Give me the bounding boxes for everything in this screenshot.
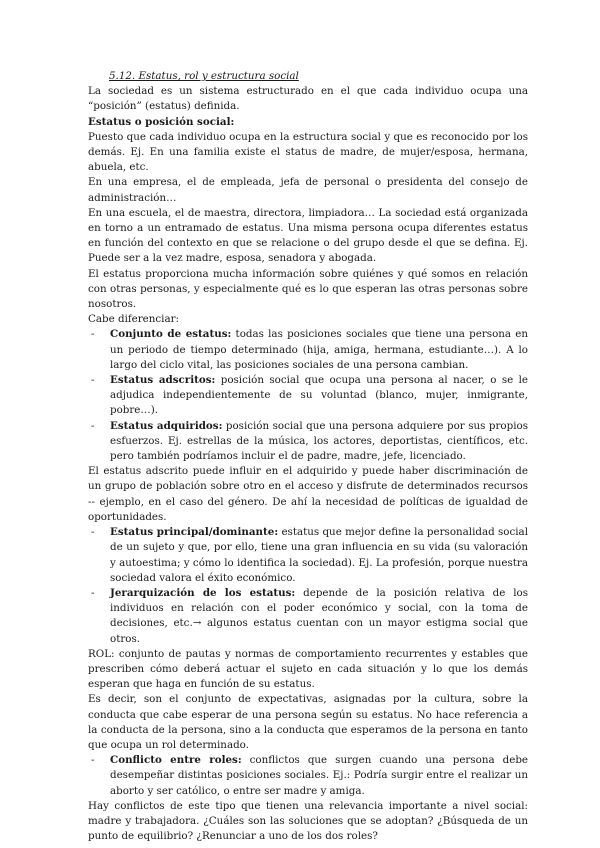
role-conflict-list (88, 753, 528, 799)
bullet-dash: - (91, 754, 95, 767)
bullet-dash: - (91, 419, 95, 432)
list-item (88, 373, 528, 419)
term-label: Conflicto entre roles: (110, 754, 242, 767)
document-body (88, 69, 528, 844)
paragraph-7: ROL: conjunto de pautas y normas de comportamiento recurrentes y estables que prescriben cómo deberá actuar el sujeto en cada situación y lo que los demás esperan que haga en función de su estatus. (88, 647, 528, 691)
intro-paragraph: La sociedad es un sistema estructurado en el que cada individuo ocupa una “posición” (estatus) definida. (88, 85, 528, 113)
term-definition: depende de la posición relativa de los individuos en relación con el poder económico y social, con la toma de decisiones, etc.→ algunos estatus cuentan con un mayor estigma social que otros. (110, 586, 529, 645)
paragraph-1: Puesto que cada individuo ocupa en la estructura social y que es reconocido por los demás. Ej. En una familia existe el status de madre, de mujer/esposa, hermana, abuela, etc. (88, 130, 528, 174)
term-definition: posición social que una persona adquiere por sus propios esfuerzos. Ej. estrellas de la música, los actores, deportistas, científicos, etc. pero también podríamos incluir el de padre, madre, jefe, licenciado. (110, 419, 528, 463)
term-label: Conjunto de estatus: (110, 328, 232, 341)
bullet-dash: - (91, 328, 95, 341)
list-item (88, 327, 528, 373)
term-label: Jerarquización de los estatus: (110, 586, 296, 599)
section-title: 5.12. Estatus, rol y estructura social (109, 70, 299, 82)
paragraph-6: El estatus adscrito puede influir en el adquirido y puede haber discriminación de un grupo de población sobre otro en el acceso y disfrute de determinados recursos -- ejemplo, en el caso del género. De ahí la necesidad de políticas de igualdad de oportunidades. (88, 465, 528, 523)
paragraph-3: En una escuela, el de maestra, directora, limpiadora… La sociedad está organizada en torno a un entramado de estatus. Una misma persona ocupa diferentes estatus en función del contexto en que se relacione o del grupo desde el que se defina. Ej. Puede ser a la vez madre, esposa, senadora y abogada. (88, 206, 528, 265)
term-label: Estatus adquiridos: (110, 419, 223, 432)
paragraph-5: Cabe diferenciar: (88, 313, 180, 326)
bullet-dash: - (91, 586, 95, 599)
term-label: Estatus adscritos: (110, 374, 216, 387)
list-item (88, 753, 528, 799)
status-hierarchy-list (88, 525, 528, 647)
list-item (88, 525, 528, 586)
term-definition: todas las posiciones sociales que tiene una persona en un periodo de tiempo determinado (hija, amiga, hermana, estudiante…). A lo largo del ciclo vital, las posiciones sociales de una persona cambian. (110, 328, 528, 371)
term-definition: estatus que mejor define la personalidad social de un sujeto y que, por ello, tiene una gran influencia en su vida (su valoración y autoestima; y cómo lo identifica la sociedad). Ej. La profesión, porque nuestra sociedad valora el éxito económico. (110, 526, 528, 584)
term-label: Estatus principal/dominante: (110, 526, 279, 539)
term-definition: posición social que ocupa una persona al nacer, o se le adjudica independientemente de su voluntad (blanco, mujer, inmigrante, pobre…). (110, 374, 528, 417)
bullet-dash: - (91, 526, 95, 539)
term-definition: conflictos que surgen cuando una persona debe desempeñar distintas posiciones sociales. Ej.: Podría surgir entre el realizar un aborto y ser católico, o entre ser madre y amiga. (110, 754, 529, 797)
bullet-dash: - (91, 374, 95, 387)
list-item (88, 586, 528, 647)
paragraph-2: En una empresa, el de empleada, jefa de personal o presidenta del consejo de administración… (88, 176, 528, 204)
paragraph-9: Hay conflictos de este tipo que tienen una relevancia importante a nivel social: madre y trabajadora. ¿Cuáles son las soluciones que se adoptan? ¿Búsqueda de un punto de equilibrio? ¿Renunciar a uno de los dos roles? (88, 799, 528, 843)
status-types-list (88, 327, 528, 464)
status-heading: Estatus o posición social: (88, 115, 235, 128)
paragraph-8: Es decir, son el conjunto de expectativas, asignadas por la cultura, sobre la conducta que cabe esperar de una persona según su estatus. No hace referencia a la conducta de la persona, sino a la conducta que esperamos de la persona en tanto que ocupa un rol determinado. (88, 693, 528, 751)
list-item (88, 419, 528, 465)
paragraph-4: El estatus proporciona mucha información sobre quiénes y qué somos en relación con otras personas, y especialmente qué es lo que esperan las otras personas sobre nosotros. (88, 267, 528, 311)
